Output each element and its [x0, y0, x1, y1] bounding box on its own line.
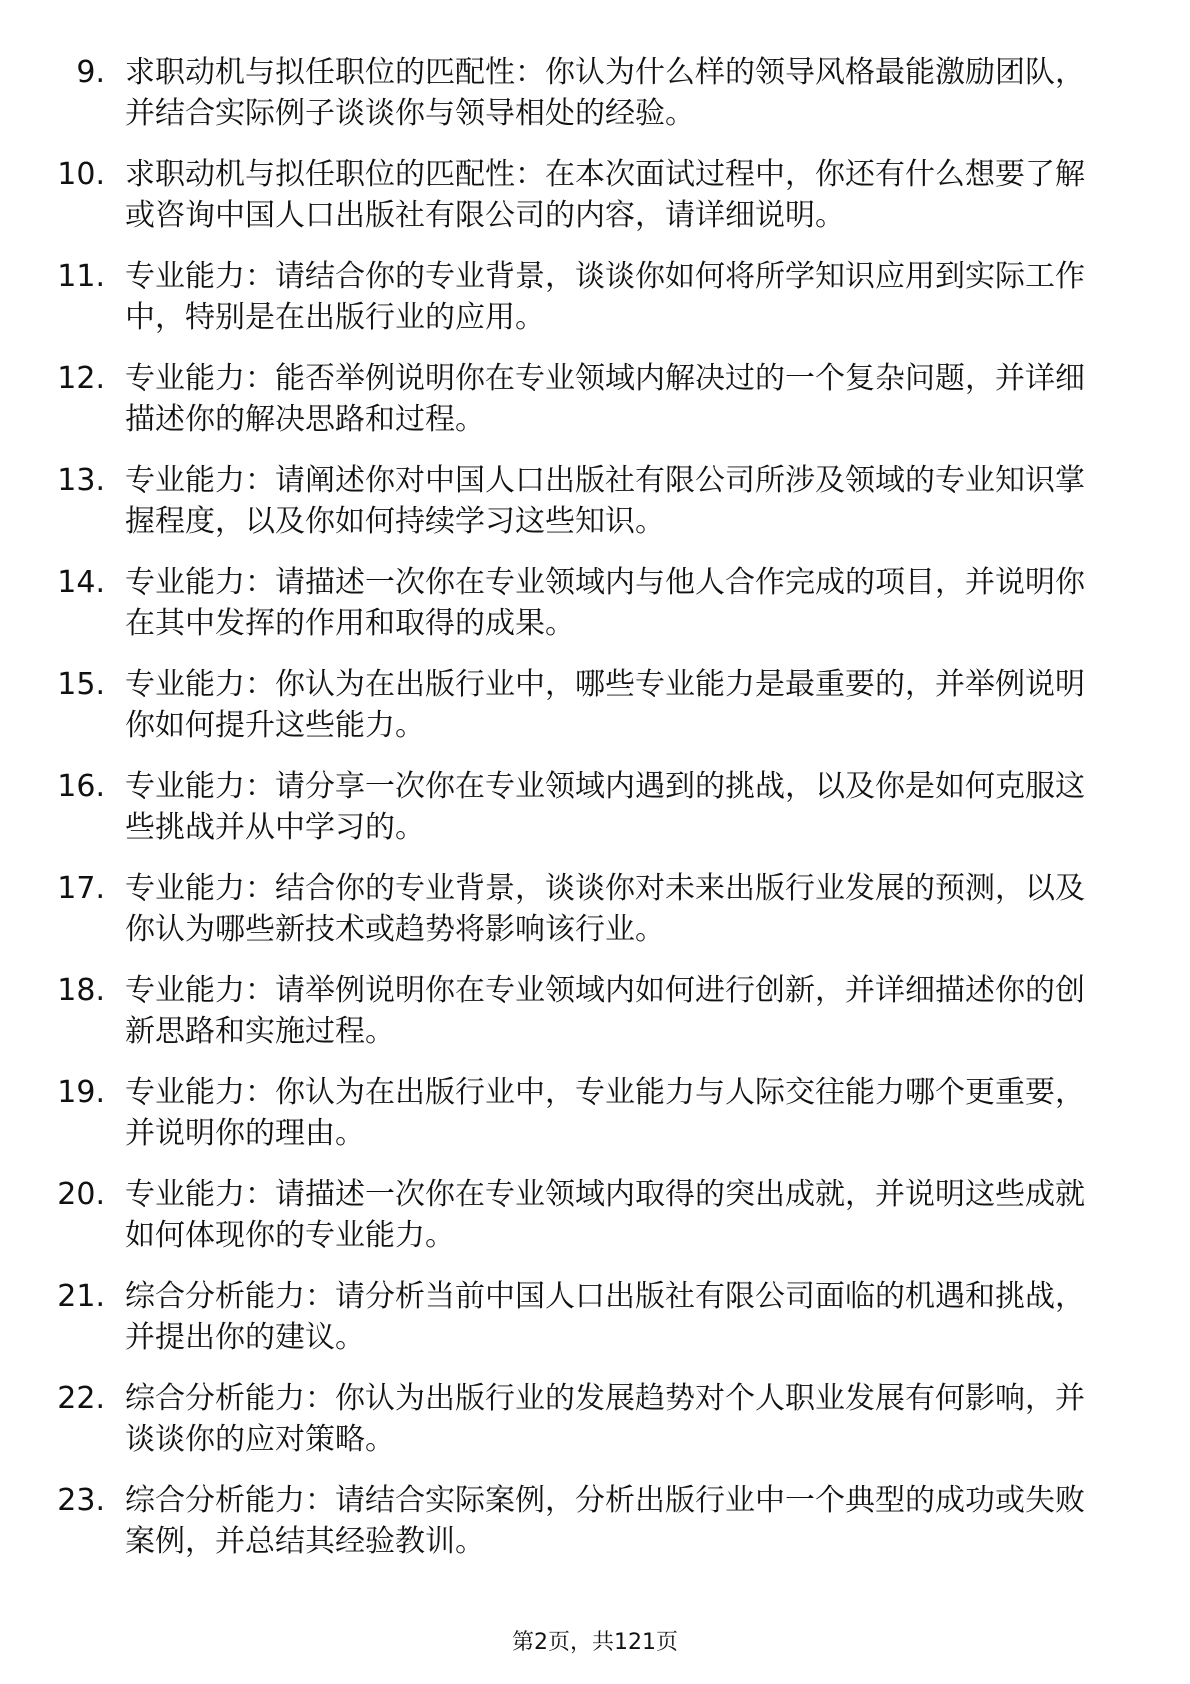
question-number: 19.: [57, 1075, 105, 1110]
question-item: [0, 1276, 1190, 1378]
question-item: [0, 256, 1190, 358]
question-text: 专业能力：请描述一次你在专业领域内与他人合作完成的项目，并说明你在其中发挥的作用和取得的成果。: [125, 565, 1085, 641]
question-number: 20.: [57, 1177, 105, 1212]
question-number: 18.: [57, 973, 105, 1008]
question-text: 专业能力：请描述一次你在专业领域内取得的突出成就，并说明这些成就如何体现你的专业能力。: [125, 1177, 1085, 1253]
question-text: 专业能力：请举例说明你在专业领域内如何进行创新，并详细描述你的创新思路和实施过程。: [125, 973, 1085, 1049]
question-item: [0, 358, 1190, 460]
question-list: [0, 52, 1190, 1582]
question-item: [0, 766, 1190, 868]
question-number: 15.: [57, 667, 105, 702]
question-number: 17.: [57, 871, 105, 906]
question-number: 14.: [57, 565, 105, 600]
question-text: 专业能力：请阐述你对中国人口出版社有限公司所涉及领域的专业知识掌握程度，以及你如何持续学习这些知识。: [125, 463, 1085, 539]
question-text: 求职动机与拟任职位的匹配性：你认为什么样的领导风格最能激励团队，并结合实际例子谈谈你与领导相处的经验。: [125, 55, 1085, 131]
question-number: 23.: [57, 1483, 105, 1518]
question-text: 综合分析能力：请结合实际案例，分析出版行业中一个典型的成功或失败案例，并总结其经验教训。: [125, 1483, 1085, 1559]
question-number: 9.: [76, 55, 105, 90]
question-item: [0, 1174, 1190, 1276]
question-text: 专业能力：你认为在出版行业中，专业能力与人际交往能力哪个更重要，并说明你的理由。: [125, 1075, 1085, 1151]
question-number: 16.: [57, 769, 105, 804]
question-number: 21.: [57, 1279, 105, 1314]
question-text: 综合分析能力：你认为出版行业的发展趋势对个人职业发展有何影响，并谈谈你的应对策略。: [125, 1381, 1085, 1457]
question-item: [0, 1072, 1190, 1174]
question-number: 10.: [57, 157, 105, 192]
question-number: 22.: [57, 1381, 105, 1416]
question-text: 专业能力：能否举例说明你在专业领域内解决过的一个复杂问题，并详细描述你的解决思路和过程。: [125, 361, 1085, 437]
question-item: [0, 664, 1190, 766]
question-number: 13.: [57, 463, 105, 498]
question-item: [0, 868, 1190, 970]
question-item: [0, 460, 1190, 562]
question-item: [0, 562, 1190, 664]
question-item: [0, 1480, 1190, 1582]
question-text: 专业能力：结合你的专业背景，谈谈你对未来出版行业发展的预测，以及你认为哪些新技术或趋势将影响该行业。: [125, 871, 1085, 947]
page-number-label: 第2页，共121页: [512, 1630, 678, 1655]
question-item: [0, 970, 1190, 1072]
question-number: 11.: [57, 259, 105, 294]
question-item: [0, 154, 1190, 256]
question-text: 求职动机与拟任职位的匹配性：在本次面试过程中，你还有什么想要了解或咨询中国人口出版社有限公司的内容，请详细说明。: [125, 157, 1085, 233]
question-text: 专业能力：请结合你的专业背景，谈谈你如何将所学知识应用到实际工作中，特别是在出版行业的应用。: [125, 259, 1085, 335]
page-footer: [0, 1628, 1190, 1658]
question-item: [0, 1378, 1190, 1480]
question-item: [0, 52, 1190, 154]
question-text: 综合分析能力：请分析当前中国人口出版社有限公司面临的机遇和挑战，并提出你的建议。: [125, 1279, 1085, 1355]
question-text: 专业能力：请分享一次你在专业领域内遇到的挑战，以及你是如何克服这些挑战并从中学习的。: [125, 769, 1085, 845]
question-text: 专业能力：你认为在出版行业中，哪些专业能力是最重要的，并举例说明你如何提升这些能力。: [125, 667, 1085, 743]
question-number: 12.: [57, 361, 105, 396]
